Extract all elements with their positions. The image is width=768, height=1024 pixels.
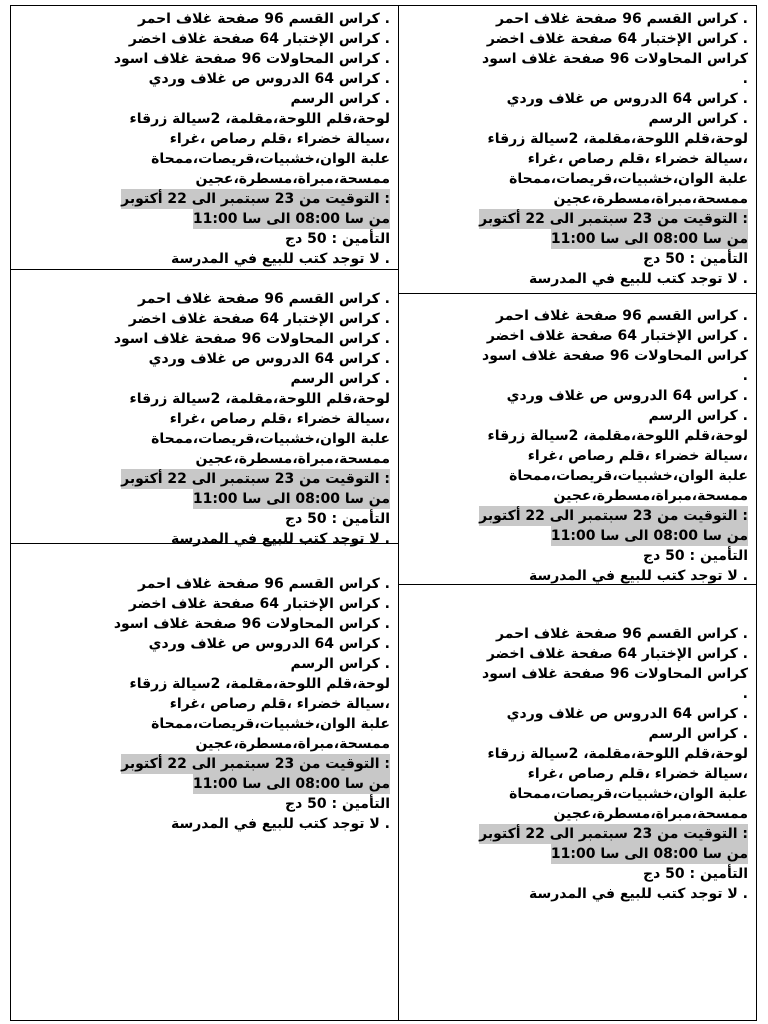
- supplies-line-1: لوحة،قلم اللوحة،مقلمة، 2سيالة زرقاء: [487, 131, 748, 147]
- timing-line-1: [398, 209, 756, 229]
- item-class-notebook: . كراس القسم 96 صفحة غلاف احمر: [138, 576, 390, 592]
- item-lessons-notebook: . كراس 64 الدروس ص غلاف وردي: [506, 706, 748, 722]
- item-drawing-notebook: . كراس الرسم: [290, 656, 390, 672]
- no-books-line: . لا توجد كتب للبيع في المدرسة: [528, 568, 748, 584]
- item-drawing-notebook: . كراس الرسم: [648, 111, 748, 127]
- item-drawing-notebook: . كراس الرسم: [290, 371, 390, 387]
- item-test-notebook: . كراس الإختبار 64 صفحة غلاف اخضر: [128, 311, 390, 327]
- timing-highlight: : التوقيت من 23 سبتمبر الى 22 أكتوبر: [479, 211, 748, 227]
- item-class-notebook: . كراس القسم 96 صفحة غلاف احمر: [496, 626, 748, 642]
- no-books-line: . لا توجد كتب للبيع في المدرسة: [528, 886, 748, 902]
- item-class-notebook: . كراس القسم 96 صفحة غلاف احمر: [138, 291, 390, 307]
- supplies-line-4: ممسحة،مبراة،مسطرة،عجين: [195, 171, 390, 187]
- supplies-line-3: علبة الوان،خشبيات،قريصات،ممحاة: [509, 468, 748, 484]
- supply-list-block: [11, 9, 398, 270]
- timing-highlight: : التوقيت من 23 سبتمبر الى 22 أكتوبر: [121, 756, 390, 772]
- timing-line-1: [11, 469, 398, 489]
- supply-list-block: [11, 289, 398, 547]
- fee-line: التأمين : 50 دج: [643, 866, 748, 882]
- supplies-line-1: لوحة،قلم اللوحة،مقلمة، 2سيالة زرقاء: [129, 391, 390, 407]
- item-class-notebook: . كراس القسم 96 صفحة غلاف احمر: [496, 308, 748, 324]
- timing-line-2: [398, 526, 756, 546]
- timing-highlight: : التوقيت من 23 سبتمبر الى 22 أكتوبر: [479, 508, 748, 524]
- timing-line-1: [398, 506, 756, 526]
- supplies-line-4: ممسحة،مبراة،مسطرة،عجين: [553, 806, 748, 822]
- notice-page: [10, 5, 757, 1021]
- item-lessons-notebook: . كراس 64 الدروس ص غلاف وردي: [506, 388, 748, 404]
- supplies-line-3: علبة الوان،خشبيات،قريصات،ممحاة: [151, 431, 390, 447]
- item-test-notebook: . كراس الإختبار 64 صفحة غلاف اخضر: [486, 646, 748, 662]
- timing-highlight: من سا 08:00 الى سا 11:00: [550, 846, 748, 862]
- no-books-line: . لا توجد كتب للبيع في المدرسة: [170, 531, 390, 547]
- supplies-line-3: علبة الوان،خشبيات،قريصات،ممحاة: [151, 151, 390, 167]
- no-books-line: . لا توجد كتب للبيع في المدرسة: [170, 251, 390, 267]
- supplies-line-1: لوحة،قلم اللوحة،مقلمة، 2سيالة زرقاء: [487, 428, 748, 444]
- supplies-line-2: ،سيالة خضراء ،قلم رصاص ،غراء: [169, 411, 390, 427]
- supplies-line-3: علبة الوان،خشبيات،قريصات،ممحاة: [151, 716, 390, 732]
- timing-highlight: من سا 08:00 الى سا 11:00: [192, 776, 390, 792]
- supply-list-block: [398, 624, 756, 914]
- fee-line: التأمين : 50 دج: [643, 548, 748, 564]
- item-lessons-notebook: . كراس 64 الدروس ص غلاف وردي: [148, 351, 390, 367]
- item-lessons-notebook: . كراس 64 الدروس ص غلاف وردي: [148, 636, 390, 652]
- item-test-notebook: . كراس الإختبار 64 صفحة غلاف اخضر: [486, 328, 748, 344]
- item-attempts-notebook: . كراس المحاولات 96 صفحة غلاف اسود: [113, 51, 390, 67]
- timing-highlight: من سا 08:00 الى سا 11:00: [550, 528, 748, 544]
- supplies-line-3: علبة الوان،خشبيات،قريصات،ممحاة: [509, 171, 748, 187]
- trailing-dot: .: [742, 71, 748, 87]
- timing-line-2: [11, 209, 398, 229]
- item-attempts-notebook: كراس المحاولات 96 صفحة غلاف اسود: [482, 666, 748, 682]
- timing-highlight: : التوقيت من 23 سبتمبر الى 22 أكتوبر: [479, 826, 748, 842]
- item-test-notebook: . كراس الإختبار 64 صفحة غلاف اخضر: [486, 31, 748, 47]
- item-test-notebook: . كراس الإختبار 64 صفحة غلاف اخضر: [128, 596, 390, 612]
- supplies-line-2: ،سيالة خضراء ،قلم رصاص ،غراء: [169, 131, 390, 147]
- supplies-line-4: ممسحة،مبراة،مسطرة،عجين: [553, 191, 748, 207]
- item-lessons-notebook: . كراس 64 الدروس ص غلاف وردي: [148, 71, 390, 87]
- item-attempts-notebook: . كراس المحاولات 96 صفحة غلاف اسود: [113, 331, 390, 347]
- fee-line: التأمين : 50 دج: [643, 251, 748, 267]
- no-books-line: . لا توجد كتب للبيع في المدرسة: [528, 271, 748, 287]
- supplies-line-2: ،سيالة خضراء ،قلم رصاص ،غراء: [527, 448, 748, 464]
- supplies-line-4: ممسحة،مبراة،مسطرة،عجين: [195, 451, 390, 467]
- supply-list-block: [398, 9, 756, 294]
- timing-line-2: [398, 844, 756, 864]
- item-drawing-notebook: . كراس الرسم: [648, 408, 748, 424]
- item-class-notebook: . كراس القسم 96 صفحة غلاف احمر: [138, 11, 390, 27]
- timing-highlight: : التوقيت من 23 سبتمبر الى 22 أكتوبر: [121, 471, 390, 487]
- fee-line: التأمين : 50 دج: [285, 231, 390, 247]
- item-drawing-notebook: . كراس الرسم: [290, 91, 390, 107]
- left-column: [11, 6, 399, 1020]
- timing-highlight: من سا 08:00 الى سا 11:00: [192, 211, 390, 227]
- supplies-line-2: ،سيالة خضراء ،قلم رصاص ،غراء: [527, 151, 748, 167]
- fee-line: التأمين : 50 دج: [285, 796, 390, 812]
- trailing-dot: .: [742, 368, 748, 384]
- item-class-notebook: . كراس القسم 96 صفحة غلاف احمر: [496, 11, 748, 27]
- supplies-line-1: لوحة،قلم اللوحة،مقلمة، 2سيالة زرقاء: [129, 111, 390, 127]
- fee-line: التأمين : 50 دج: [285, 511, 390, 527]
- item-drawing-notebook: . كراس الرسم: [648, 726, 748, 742]
- timing-line-1: [11, 754, 398, 774]
- item-lessons-notebook: . كراس 64 الدروس ص غلاف وردي: [506, 91, 748, 107]
- supplies-line-2: ،سيالة خضراء ،قلم رصاص ،غراء: [169, 696, 390, 712]
- timing-highlight: من سا 08:00 الى سا 11:00: [192, 491, 390, 507]
- item-attempts-notebook: كراس المحاولات 96 صفحة غلاف اسود: [482, 51, 748, 67]
- supplies-line-3: علبة الوان،خشبيات،قريصات،ممحاة: [509, 786, 748, 802]
- item-attempts-notebook: كراس المحاولات 96 صفحة غلاف اسود: [482, 348, 748, 364]
- item-test-notebook: . كراس الإختبار 64 صفحة غلاف اخضر: [128, 31, 390, 47]
- supply-list-block: [11, 574, 398, 844]
- timing-line-1: [398, 824, 756, 844]
- timing-line-1: [11, 189, 398, 209]
- timing-line-2: [398, 229, 756, 249]
- timing-highlight: : التوقيت من 23 سبتمبر الى 22 أكتوبر: [121, 191, 390, 207]
- timing-line-2: [11, 489, 398, 509]
- item-attempts-notebook: . كراس المحاولات 96 صفحة غلاف اسود: [113, 616, 390, 632]
- right-column: [398, 6, 756, 1020]
- supply-list-block: [398, 306, 756, 585]
- supplies-line-2: ،سيالة خضراء ،قلم رصاص ،غراء: [527, 766, 748, 782]
- supplies-line-1: لوحة،قلم اللوحة،مقلمة، 2سيالة زرقاء: [487, 746, 748, 762]
- timing-line-2: [11, 774, 398, 794]
- supplies-line-1: لوحة،قلم اللوحة،مقلمة، 2سيالة زرقاء: [129, 676, 390, 692]
- timing-highlight: من سا 08:00 الى سا 11:00: [550, 231, 748, 247]
- trailing-dot: .: [742, 686, 748, 702]
- supplies-line-4: ممسحة،مبراة،مسطرة،عجين: [195, 736, 390, 752]
- supplies-line-4: ممسحة،مبراة،مسطرة،عجين: [553, 488, 748, 504]
- no-books-line: . لا توجد كتب للبيع في المدرسة: [170, 816, 390, 832]
